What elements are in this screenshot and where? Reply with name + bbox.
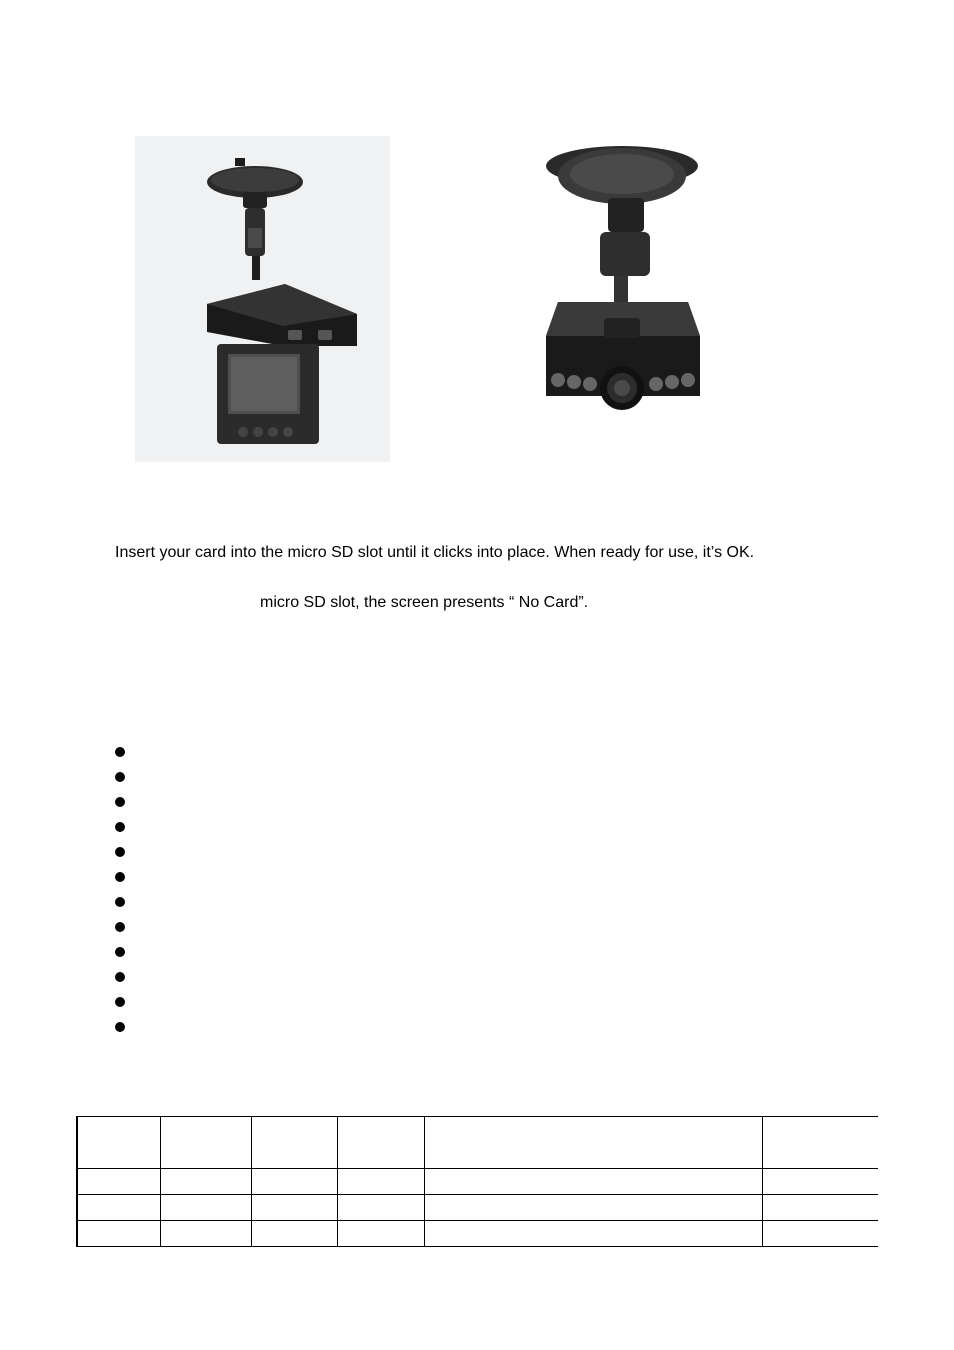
- insert-card-paragraph: Insert your card into the micro SD slot until it clicks into place. When ready for use, it’s OK.: [115, 544, 755, 561]
- bullet-icon: [115, 897, 125, 907]
- table-cell: [77, 1169, 160, 1195]
- table-row: [77, 1169, 878, 1195]
- table-cell: [337, 1169, 424, 1195]
- table-cell: [251, 1221, 337, 1247]
- table-cell: [424, 1221, 762, 1247]
- table-cell: [337, 1195, 424, 1221]
- table-cell: [251, 1195, 337, 1221]
- table-cell: [424, 1117, 762, 1169]
- table-cell: [251, 1169, 337, 1195]
- bullet-icon: [115, 947, 125, 957]
- bullet-icon: [115, 772, 125, 782]
- bullet-icon: [115, 872, 125, 882]
- table-cell: [77, 1195, 160, 1221]
- bullet-icon: [115, 847, 125, 857]
- bullet-icon: [115, 822, 125, 832]
- table-cell: [424, 1169, 762, 1195]
- table-header-row: [77, 1117, 878, 1169]
- bullet-icon: [115, 922, 125, 932]
- table-cell: [762, 1195, 878, 1221]
- bullet-icon: [115, 997, 125, 1007]
- dashcam-front-photo: [500, 136, 740, 436]
- bullet-icon: [115, 1022, 125, 1032]
- table-cell: [762, 1221, 878, 1247]
- table-cell: [762, 1169, 878, 1195]
- no-card-paragraph: micro SD slot, the screen presents “ No Card”.: [260, 594, 589, 611]
- table-cell: [337, 1117, 424, 1169]
- bullet-icon: [115, 797, 125, 807]
- table-cell: [251, 1117, 337, 1169]
- table-row: [77, 1195, 878, 1221]
- bullet-icon: [115, 747, 125, 757]
- table-cell: [160, 1221, 251, 1247]
- table-cell: [424, 1195, 762, 1221]
- table-cell: [337, 1221, 424, 1247]
- dashcam-side-photo: [135, 136, 390, 462]
- table-cell: [160, 1195, 251, 1221]
- bullet-icon: [115, 972, 125, 982]
- table-cell: [77, 1117, 160, 1169]
- table-cell: [77, 1221, 160, 1247]
- table-row: [77, 1221, 878, 1247]
- table-cell: [160, 1117, 251, 1169]
- table-cell: [160, 1169, 251, 1195]
- spec-table: [76, 1116, 878, 1247]
- table-cell: [762, 1117, 878, 1169]
